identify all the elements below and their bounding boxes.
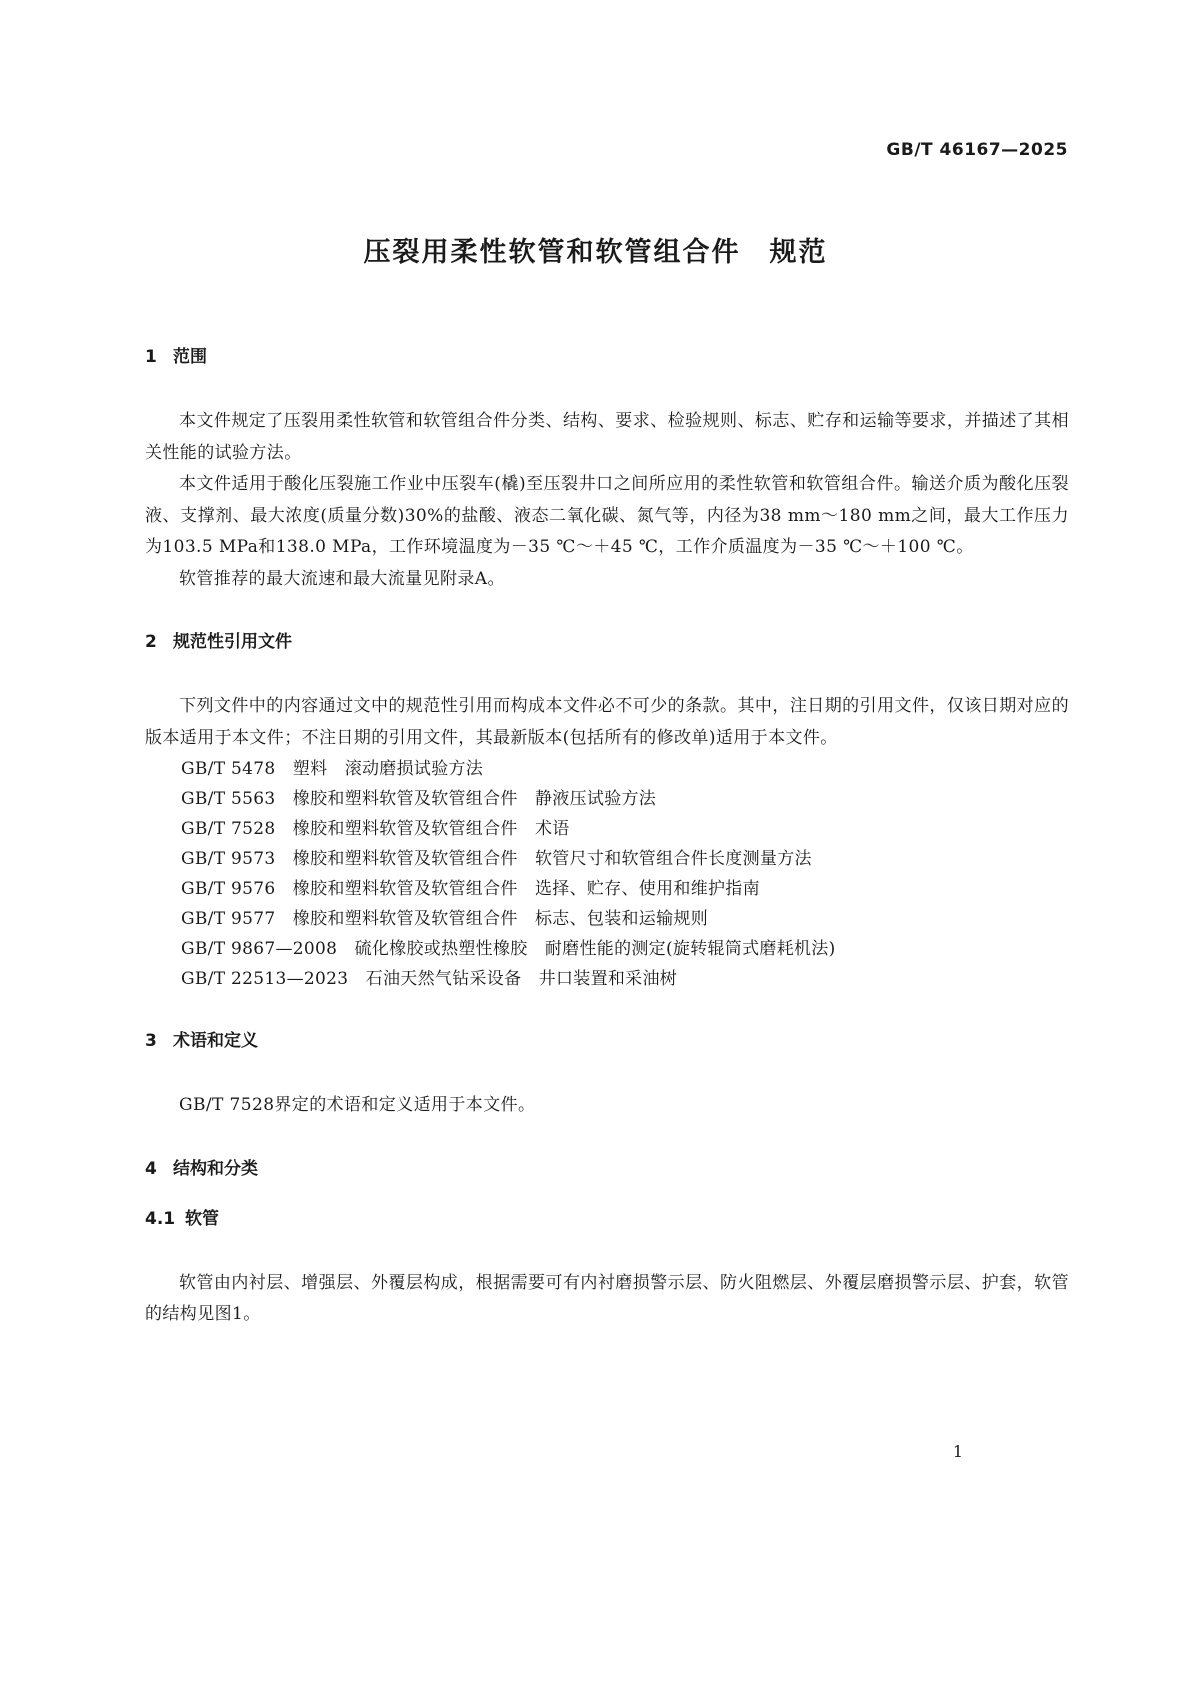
standard-number: GB/T 46167—2025 [886,140,1068,160]
section-4-1-number: 4.1 [145,1208,176,1229]
reference-item: GB/T 9867—2008 硫化橡胶或热塑性橡胶 耐磨性能的测定(旋转辊筒式磨耗机法) [181,939,836,959]
section-4-heading [145,1152,1069,1186]
scope-paragraph-3: 软管推荐的最大流速和最大流量见附录A。 [179,568,505,589]
section-1-title: 范围 [173,347,207,367]
section-2-title: 规范性引用文件 [173,632,292,652]
reference-item: GB/T 9576 橡胶和塑料软管及软管组合件 选择、贮存、使用和维护指南 [181,879,760,899]
reference-list [145,754,1069,994]
section-1-number: 1 [145,347,157,367]
section-3-number: 3 [145,1031,157,1051]
reference-item: GB/T 9573 橡胶和塑料软管及软管组合件 软管尺寸和软管组合件长度测量方法 [181,849,812,869]
section-2-heading [145,625,1069,659]
reference-item: GB/T 5563 橡胶和塑料软管及软管组合件 静液压试验方法 [181,789,657,809]
section-4-1-title: 软管 [185,1208,219,1229]
hose-structure-paragraph: 软管由内衬层、增强层、外覆层构成，根据需要可有内衬磨损警示层、防火阻燃层、外覆层磨损警示层、护套，软管的结构见图1。 [145,1272,1069,1324]
terms-paragraph: GB/T 7528界定的术语和定义适用于本文件。 [179,1095,536,1115]
normative-refs-intro: 下列文件中的内容通过文中的规范性引用而构成本文件必不可少的条款。其中，注日期的引用文件，仅该日期对应的版本适用于本文件；不注日期的引用文件，其最新版本(包括所有的修改单)适用于本文件。 [145,696,1069,748]
document-title: 压裂用柔性软管和软管组合件 规范 [363,237,828,268]
reference-item: GB/T 7528 橡胶和塑料软管及软管组合件 术语 [181,819,570,839]
reference-item: GB/T 5478 塑料 滚动磨损试验方法 [181,759,484,779]
section-1-heading [145,340,1069,374]
section-4-title: 结构和分类 [173,1158,258,1179]
page-number: 1 [952,1442,963,1461]
section-3-heading [145,1024,1069,1058]
section-4-number: 4 [145,1158,157,1179]
section-3-title: 术语和定义 [173,1031,258,1051]
section-2-number: 2 [145,632,157,652]
reference-item: GB/T 9577 橡胶和塑料软管及软管组合件 标志、包装和运输规则 [181,909,709,929]
scope-paragraph-2: 本文件适用于酸化压裂施工作业中压裂车(橇)至压裂井口之间所应用的柔性软管和软管组合件。输送介质为酸化压裂液、支撑剂、最大浓度(质量分数)30%的盐酸、液态二氧化碳、氮气等，内径为38 mm～180 mm之间，最大工作压力为103.5 MPa和138.0 MPa，工作环境温度为－35 ℃～＋45 ℃，工作介质温度为－35 ℃～＋100 ℃。 [145,474,1069,557]
document-body [145,340,1069,1331]
section-4-1-heading [145,1202,1069,1236]
reference-item: GB/T 22513—2023 石油天然气钻采设备 井口装置和采油树 [181,969,678,989]
scope-paragraph-1: 本文件规定了压裂用柔性软管和软管组合件分类、结构、要求、检验规则、标志、贮存和运输等要求，并描述了其相关性能的试验方法。 [145,411,1069,463]
